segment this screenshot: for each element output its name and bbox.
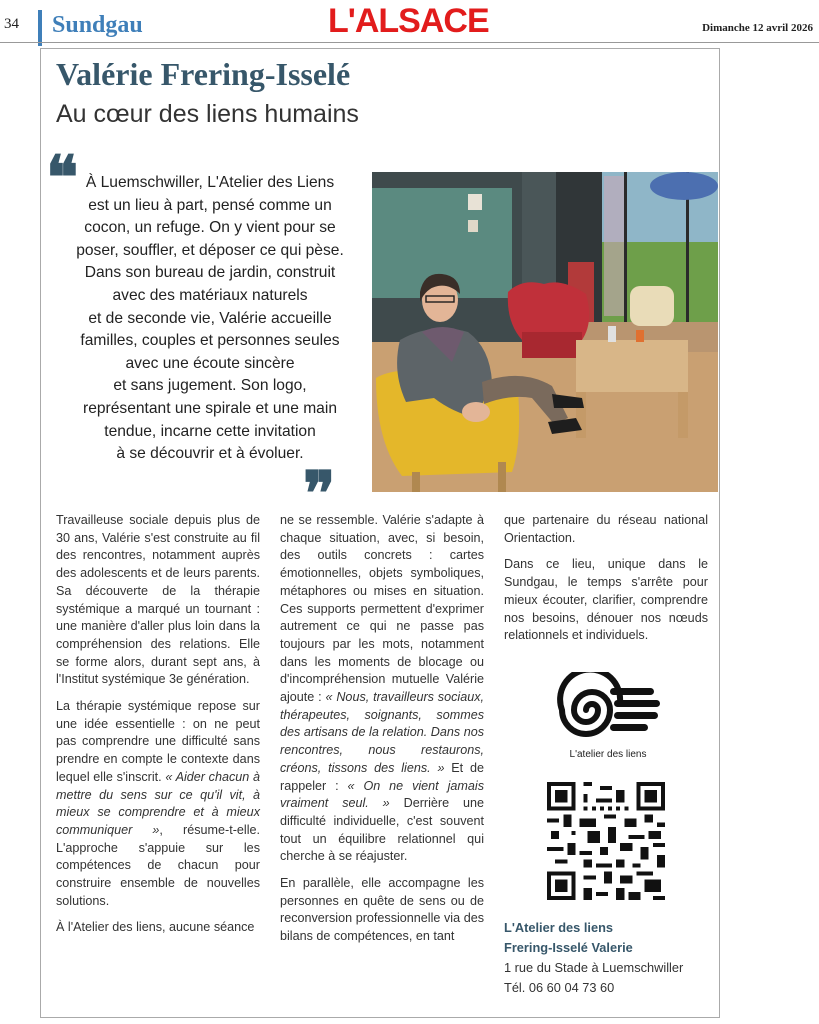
paragraph [280, 512, 484, 866]
issue-date: Dimanche 12 avril 2026 [702, 22, 813, 34]
logo-caption: L'atelier des liens [569, 749, 647, 760]
paragraph-text: ne se ressemble. Valérie s'adapte à chaque situation, avec, si besoin, des outils concrets : cartes émotionnelles, objets symboliques, métaphores ou mises en situation. Ces supports permettent d'exprimer autrement ce qui ne passe pas toujours par les mots, notamment dans les moments de blocage ou d'incompréhension mutuelle Valérie ajoute : [280, 513, 484, 705]
contact-block [504, 918, 683, 998]
paragraph-text: , résume-t-elle. L'approche s'appuie sur les compétences de chacun pour construire ensemble de nouvelles solutions. [56, 822, 260, 908]
paragraph: Travailleuse sociale depuis plus de 30 ans, Valérie s'est construite au fil des rencontres, notamment auprès des adolescents et de leurs parents. Sa découverte de la thérapie systémique a marqué un tournant : une manière d'aller plus loin dans la compréhension des relations. Elle se forme alors, durant sept ans, à l'Institut systémique 3e génération. [56, 513, 260, 687]
lead-line: avec des matériaux naturels [112, 286, 308, 304]
qr-code-icon [547, 782, 665, 900]
paragraph-text: La thérapie systémique repose sur une idée essentielle : on ne peut pas comprendre une difficulté sans prendre en compte le contexte dans lequel elle s'inscrit. [56, 699, 260, 784]
lead-line: et sans jugement. Son logo, [113, 377, 307, 395]
lead-line: À Luemschwiller, L'Atelier des Liens [85, 174, 335, 191]
article-column-3 [504, 512, 708, 654]
lead-line: à se découvrir et à évoluer. [116, 445, 304, 463]
lead-line: tendue, incarne cette invitation [104, 422, 316, 440]
contact-phone[interactable]: Tél. 06 60 04 73 60 [504, 980, 615, 995]
article-column-1 [56, 512, 260, 946]
paragraph-text: Derrière une difficulté individuelle, c'est souvent tout un équilibre relationnel qui cherche à se réajuster. [280, 796, 484, 864]
contact-address: 1 rue du Stade à Luemschwiller [504, 960, 684, 975]
article-column-2 [280, 512, 484, 955]
section-title: Sundgau [52, 12, 143, 38]
close-quote-icon: ❞ [303, 461, 336, 527]
page-number: 34 [4, 16, 19, 32]
qr-code[interactable] [547, 782, 665, 900]
lead-line: Dans son bureau de jardin, construit [84, 264, 336, 282]
quote-text: « Nous, travailleurs sociaux, thérapeutes, soignants, sommes des artisans de la relation. Dans nos rencontres, nous restaurons, créons, tissons des liens. » [280, 690, 485, 775]
paragraph-text: Et de rappeler : [280, 760, 485, 793]
lead-quote [60, 172, 360, 466]
lead-line: et de seconde vie, Valérie accueille [88, 309, 332, 327]
header-rule [0, 42, 819, 43]
article-title: Valérie Frering-Isselé [56, 56, 351, 92]
lead-line: est un lieu à part, pensé comme un [88, 196, 332, 214]
lead-line: poser, souffler, et déposer ce qui pèse. [76, 241, 344, 259]
paragraph [56, 698, 260, 910]
paragraph: Dans ce lieu, unique dans le Sundgau, le temps s'arrête pour mieux écouter, clarifier, comprendre nos besoins, dénouer nos nœuds relationnels et individuels. [504, 557, 708, 643]
quote-text: « On ne vient jamais vraiment seul. » [280, 778, 484, 811]
spiral-hand-icon [548, 672, 668, 748]
contact-person: Frering-Isselé Valerie [504, 940, 633, 955]
portrait-photo-illustration [372, 172, 718, 492]
section-bar [38, 10, 42, 46]
lead-line: avec une écoute sincère [125, 354, 295, 372]
lead-line: cocon, un refuge. On y vient pour se [84, 219, 336, 237]
contact-name: L'Atelier des liens [504, 920, 614, 935]
open-quote-icon: ❝ [46, 145, 79, 211]
portrait-photo [372, 172, 718, 492]
lead-line: familles, couples et personnes seules [80, 332, 340, 350]
article-subtitle: Au cœur des liens humains [56, 100, 359, 128]
quote-text: « Aider chacun à mettre du sens sur ce qu'il vit, à mieux se comprendre et à mieux communiquer » [56, 769, 260, 837]
newspaper-masthead: L'ALSACE [328, 2, 489, 40]
paragraph: À l'Atelier des liens, aucune séance [56, 920, 255, 935]
paragraph: que partenaire du réseau national Orientaction. [504, 513, 708, 545]
paragraph: En parallèle, elle accompagne les personnes en quête de sens ou de reconversion professionnelle via des bilans de compétences, en tant [280, 876, 484, 944]
lead-line: représentant une spirale et une main [83, 399, 337, 417]
